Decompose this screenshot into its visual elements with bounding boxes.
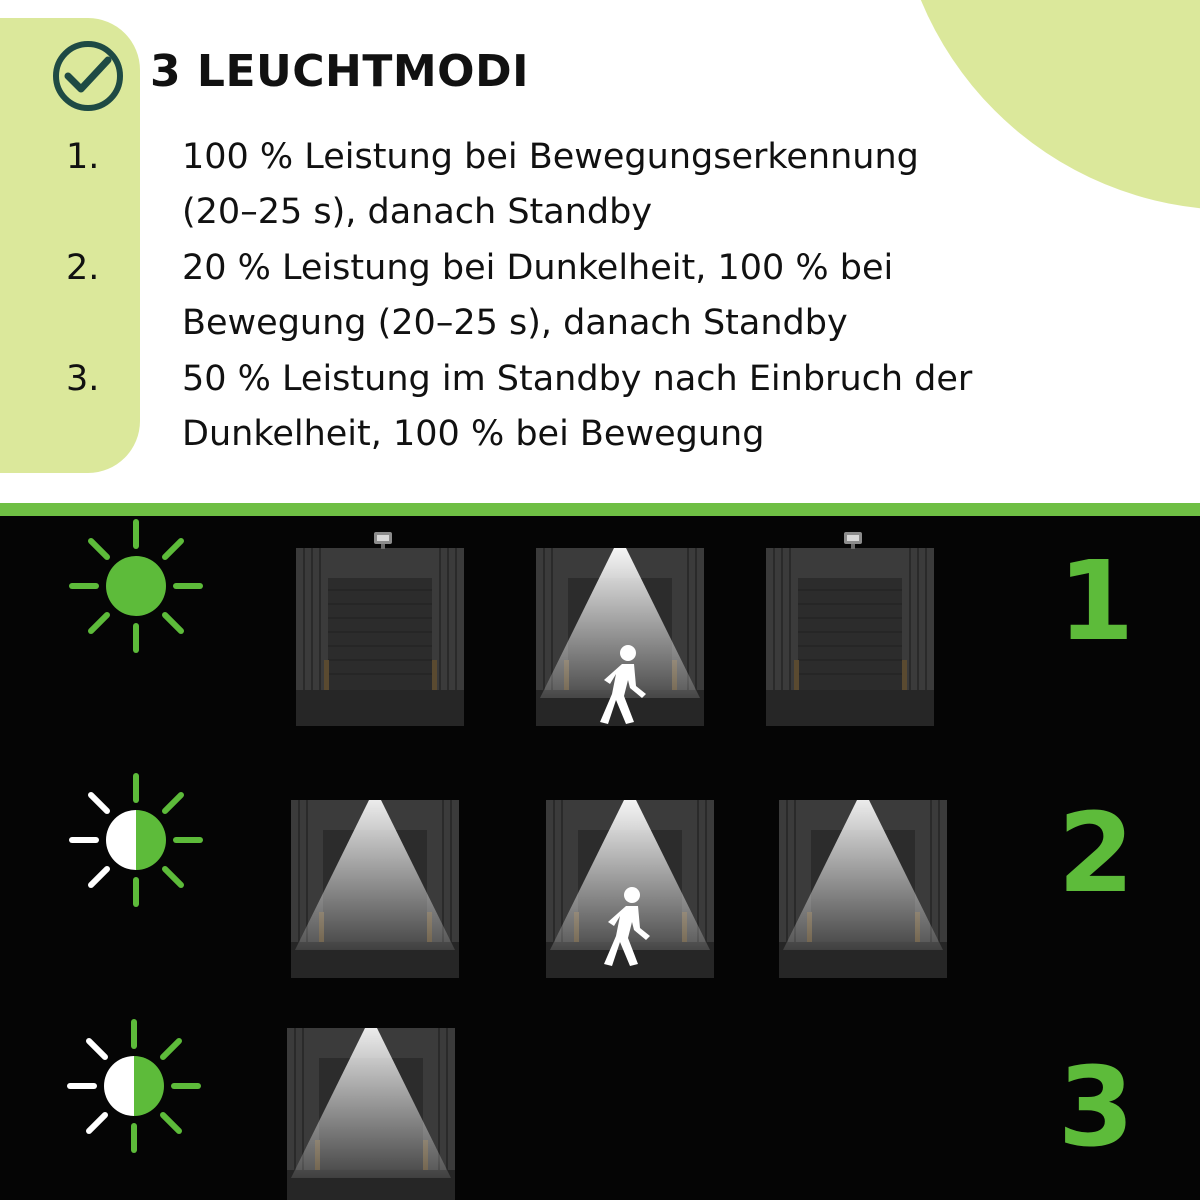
mode-label-2: 2 [1057,789,1135,917]
page-title: 3 LEUCHTMODI [150,46,529,97]
mode-description-line: Dunkelheit, 100 % bei Bewegung [182,414,765,454]
scene-lamp-on [779,800,947,978]
check-circle-icon [50,38,126,114]
mode-description-line: Bewegung (20–25 s), danach Standby [182,303,848,343]
illustration-section [0,516,1200,1200]
section-divider [0,503,1200,516]
full-sun-icon [66,516,206,656]
floodlight-icon [372,530,394,550]
half-sun-icon [66,770,206,910]
floodlight-icon [842,530,864,550]
mode-number: 1. [66,137,100,177]
mode-description-line: 100 % Leistung bei Bewegungserkennung [182,137,919,177]
mode-description [182,241,1142,351]
walking-person-icon [600,644,648,724]
mode-number: 2. [66,248,100,288]
scene-lamp-off [296,548,464,726]
mode-list-item-3 [0,352,1200,463]
mode-number: 3. [66,359,100,399]
mode-label-1: 1 [1057,537,1135,665]
info-section [0,0,1200,503]
mode-list [0,130,1200,463]
mode-description [182,130,1142,240]
mode-label-3: 3 [1057,1043,1135,1171]
scene-lamp-on [287,1028,455,1200]
mode-description [182,352,1142,462]
walking-person-icon [604,886,652,966]
half-sun-icon [64,1016,204,1156]
mode-description-line: 50 % Leistung im Standby nach Einbruch der [182,359,973,399]
mode-list-item-1 [0,130,1200,241]
scene-lamp-on [291,800,459,978]
mode-list-item-2 [0,241,1200,352]
scene-lamp-off [766,548,934,726]
mode-description-line: 20 % Leistung bei Dunkelheit, 100 % bei [182,248,894,288]
mode-description-line: (20–25 s), danach Standby [182,192,653,232]
